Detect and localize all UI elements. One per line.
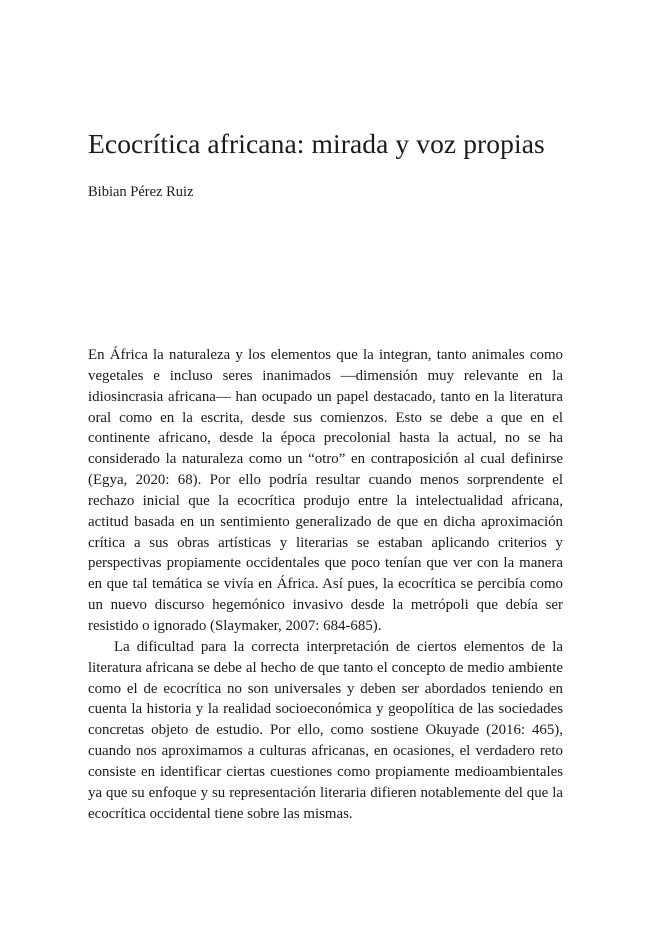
body-text xyxy=(88,345,563,824)
paragraph: En África la naturaleza y los elementos que la integran, tanto animales como vegetales e incluso seres inanimados —dimensión muy relevante en la idiosincrasia africana— han ocupado un papel destacado, tanto en la literatura oral como en la escrita, desde sus comienzos. Esto se debe a que en el continente africano, desde la época precolonial hasta la actual, no se ha considerado la naturaleza como un “otro” en contraposición al cual definirse (Egya, 2020: 68). Por ello podría resultar cuando menos sorprendente el rechazo inicial que la ecocrítica produjo entre la intelectualidad africana, actitud basada en un sentimiento generalizado de que en dicha aproximación crítica a sus obras artísticas y literarias se estaban aplicando criterios y perspectivas propiamente occidentales que poco tenían que ver con la manera en que tal temática se vivía en África. Así pues, la ecocrítica se percibía como un nuevo discurso hegemónico invasivo desde la metrópoli que debía ser resistido o ignorado (Slaymaker, 2007: 684-685). xyxy=(88,347,563,634)
author-name: Bibian Pérez Ruiz xyxy=(88,184,194,200)
chapter-title: Ecocrítica africana: mirada y voz propias xyxy=(88,128,545,159)
paragraph: La dificultad para la correcta interpretación de ciertos elementos de la literatura africana se debe al hecho de que tanto el concepto de medio ambiente como el de ecocrítica no son universales y deben ser abordados teniendo en cuenta la historia y la realidad socioeconómica y geopolítica de las sociedades concretas objeto de estudio. Por ello, como sostiene Okuyade (2016: 465), cuando nos aproximamos a culturas africanas, en ocasiones, el verdadero reto consiste en identificar ciertas cuestiones como propiamente medioambientales ya que su enfoque y su representación literaria difieren notablemente del que la ecocrítica occidental tiene sobre las mismas. xyxy=(88,638,563,822)
